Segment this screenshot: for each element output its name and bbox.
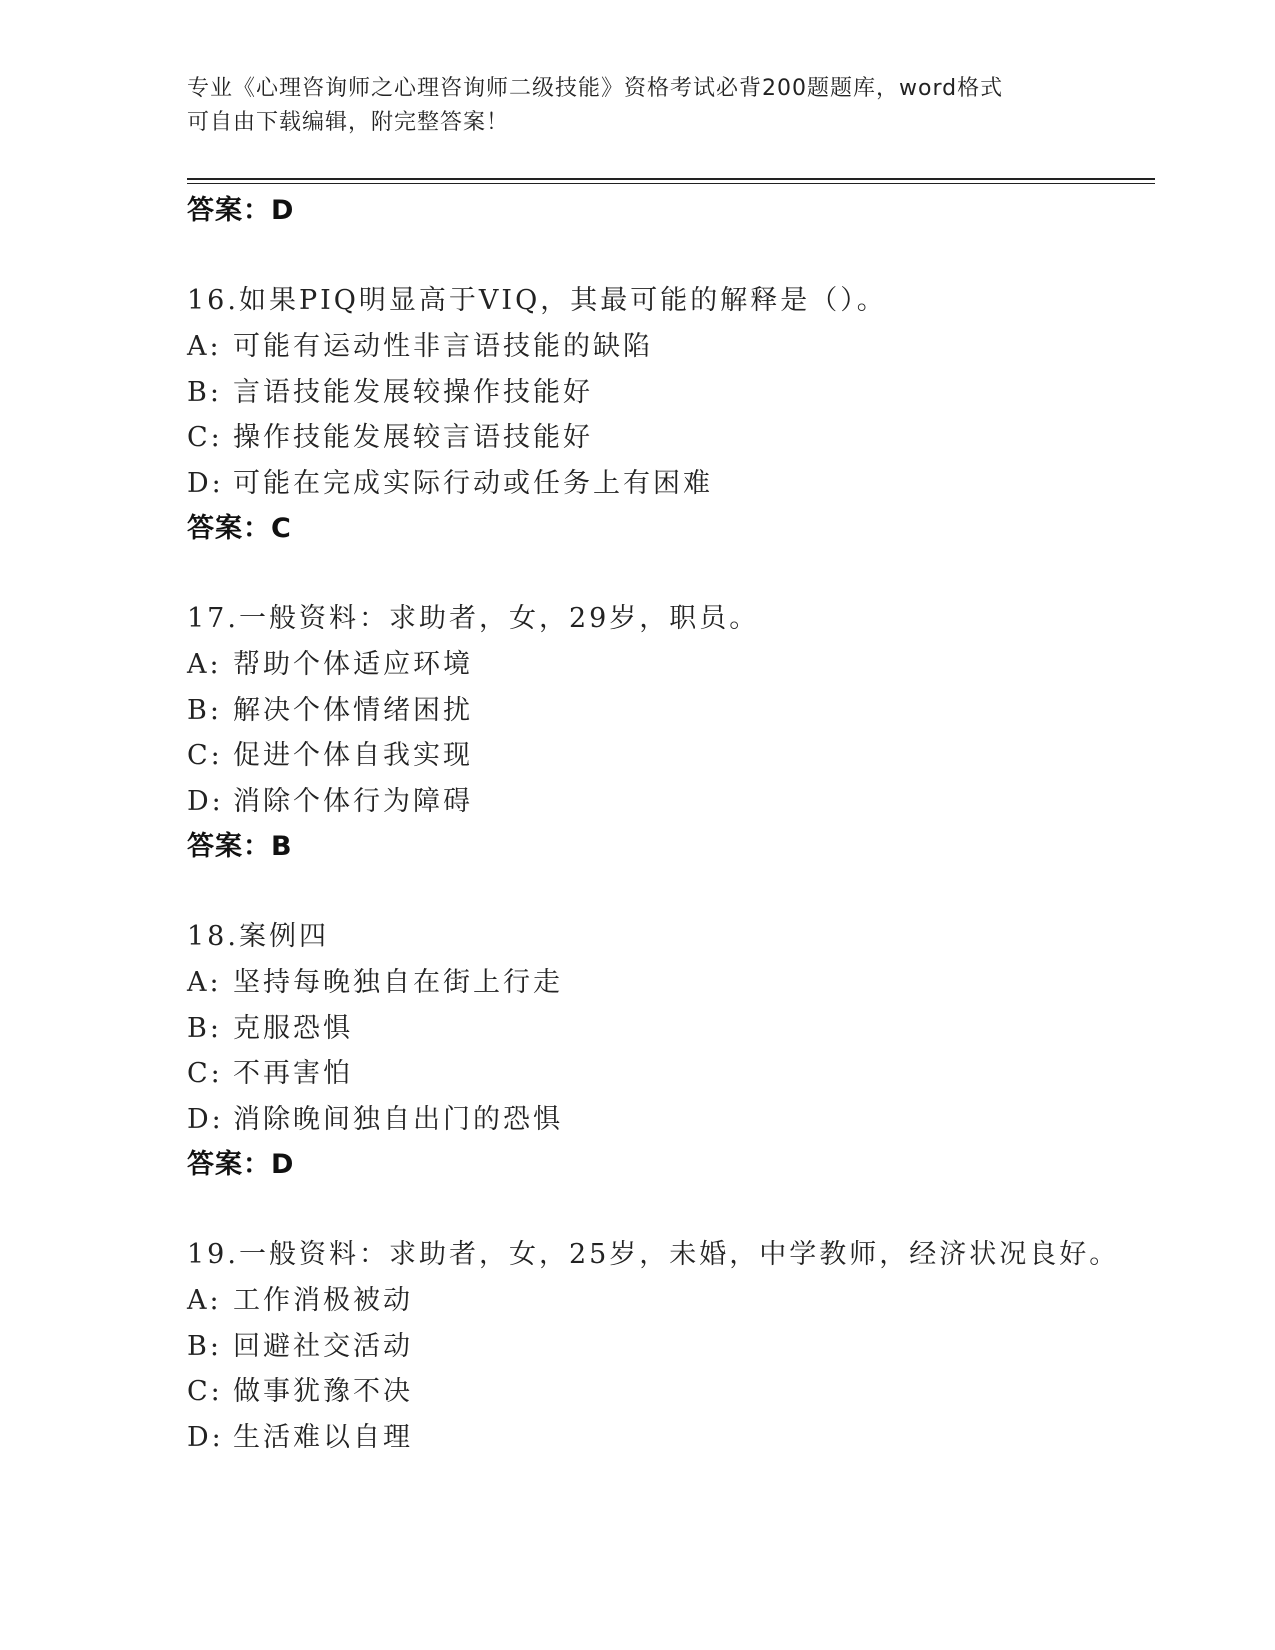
option-letter: C:: [187, 740, 223, 771]
option-text: 做事犹豫不决: [233, 1376, 413, 1407]
option-d: [187, 779, 1147, 825]
answer-line: 答案：D: [187, 195, 295, 226]
question-block: [187, 1232, 1147, 1460]
question-block: [187, 596, 1147, 870]
option-a: [187, 642, 1147, 688]
spacer: [187, 870, 1147, 914]
option-letter: D:: [187, 1421, 224, 1453]
option-c: [187, 733, 1147, 779]
option-text: 回避社交活动: [233, 1330, 413, 1362]
header-line-1: 专业《心理咨询师之心理咨询师二级技能》资格考试必背200题题库，word格式: [187, 76, 1004, 101]
option-b: [187, 688, 1147, 734]
option-a: [187, 1278, 1147, 1324]
question-block: [187, 914, 1147, 1188]
option-letter: C:: [187, 1376, 223, 1407]
option-letter: D:: [187, 785, 224, 817]
option-d: [187, 1097, 1147, 1143]
option-b: [187, 1006, 1147, 1052]
option-c: [187, 415, 1147, 461]
option-c: [187, 1369, 1147, 1415]
option-text: 不再害怕: [233, 1058, 353, 1089]
option-text: 工作消极被动: [233, 1285, 413, 1316]
option-text: 消除晚间独自出门的恐惧: [233, 1103, 563, 1135]
document-header: [187, 72, 1087, 140]
option-letter: C:: [187, 422, 223, 453]
option-text: 帮助个体适应环境: [233, 649, 473, 680]
question-stem: 17.一般资料：求助者，女，29岁，职员。: [187, 603, 760, 634]
option-d: [187, 1415, 1147, 1461]
option-a: [187, 960, 1147, 1006]
header-rule-thin: [187, 183, 1155, 184]
answer-line: 答案：C: [187, 513, 292, 544]
question-stem: 16.如果PIQ明显高于VIQ，其最可能的解释是（）。: [187, 285, 887, 316]
spacer: [187, 552, 1147, 596]
option-letter: B:: [187, 1012, 222, 1044]
option-text: 克服恐惧: [233, 1012, 353, 1044]
spacer: [187, 234, 1147, 278]
header-line-2: 可自由下载编辑，附完整答案！: [187, 110, 510, 135]
option-text: 可能有运动性非言语技能的缺陷: [233, 331, 653, 362]
option-a: [187, 324, 1147, 370]
option-text: 解决个体情绪困扰: [233, 694, 473, 726]
option-text: 消除个体行为障碍: [233, 785, 473, 817]
option-letter: B:: [187, 1330, 222, 1362]
option-text: 言语技能发展较操作技能好: [233, 376, 593, 408]
option-b: [187, 1324, 1147, 1370]
header-rule-thick: [187, 178, 1155, 180]
option-text: 促进个体自我实现: [233, 740, 473, 771]
option-letter: A:: [187, 331, 222, 362]
option-letter: A:: [187, 649, 222, 680]
answer-line: 答案：B: [187, 831, 293, 862]
answer-line: 答案：D: [187, 1149, 295, 1180]
option-text: 生活难以自理: [233, 1421, 413, 1453]
option-text: 操作技能发展较言语技能好: [233, 422, 593, 453]
question-stem: 19.一般资料：求助者，女，25岁，未婚，中学教师，经济状况良好。: [187, 1239, 1120, 1270]
option-b: [187, 370, 1147, 416]
question-stem: 18.案例四: [187, 921, 329, 952]
option-letter: C:: [187, 1058, 223, 1089]
spacer: [187, 1188, 1147, 1232]
question-block: [187, 278, 1147, 552]
option-text: 可能在完成实际行动或任务上有困难: [233, 467, 713, 499]
option-text: 坚持每晚独自在街上行走: [233, 967, 563, 998]
option-letter: D:: [187, 1103, 224, 1135]
option-letter: A:: [187, 967, 222, 998]
option-letter: A:: [187, 1285, 222, 1316]
option-c: [187, 1051, 1147, 1097]
option-d: [187, 461, 1147, 507]
option-letter: B:: [187, 376, 222, 408]
option-letter: D:: [187, 467, 224, 499]
question-list: [187, 188, 1147, 1460]
option-letter: B:: [187, 694, 222, 726]
